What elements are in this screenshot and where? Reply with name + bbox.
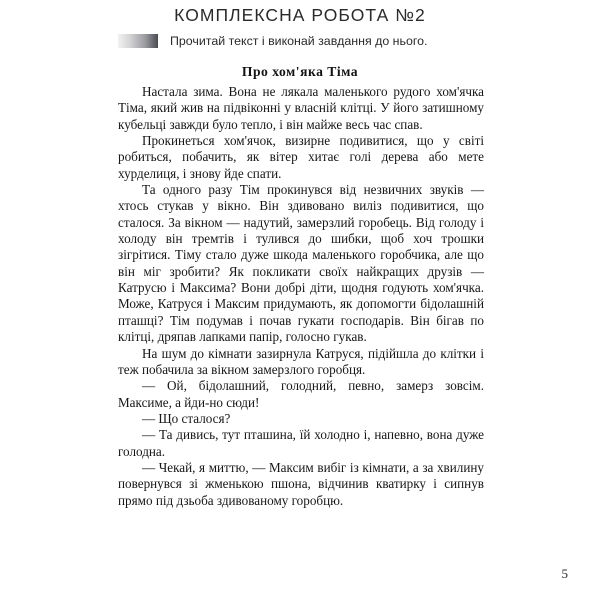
- paragraph: Та одного разу Тім прокинувся від незвичних звуків — хтось стукав у вікно. Він здивовано виліз подивитися, що сталося. За вікном — надутий, замерзлий горобець. Від голоду і холоду він тремтів і тулився до шибки, щоб хоч трошки зігрітися. Тіму стало дуже шкода маленького горобчика, але що він міг зробити? Як покликати своїх найкращих друзів — Катрусю і Максима? Вони добрі діти, щодня годують хом'ячка. Може, Катруся і Максим придумають, як допомогти бідолашній пташці? Тім подумав і почав гукати господарів. Він бігав по клітці, дряпав лапками папір, голосно гукав.: [118, 182, 484, 345]
- paragraph: Прокинеться хом'ячок, визирне подивитися, що у світі робиться, побачить, як вітер хитає голі дерева або мете хурделиця, і знову йде спати.: [118, 133, 484, 181]
- dialogue-line: — Та дивись, тут пташина, їй холодно і, напевно, вона дуже голодна.: [118, 427, 484, 459]
- page-title: КОМПЛЕКСНА РОБОТА №2: [174, 5, 426, 25]
- dialogue-line: — Чекай, я миттю, — Максим вибіг із кімнати, а за хвилину повернувся зі жменькою пшона, відчинив кватирку і сипнув прямо під дзьоба здивованому горобцю.: [118, 459, 484, 508]
- dialogue-line: — Що сталося?: [142, 410, 231, 426]
- story-title: Про хом'яка Тіма: [241, 64, 359, 79]
- page-number: 5: [561, 566, 568, 581]
- gradient-bar-marker-icon: [118, 34, 158, 48]
- paragraph: На шум до кімнати зазирнула Катруся, підійшла до клітки і теж побачила за вікном замерзлого горобця.: [118, 345, 484, 377]
- instruction-row: [0, 34, 600, 48]
- story-body: [118, 84, 484, 509]
- instruction-text: Прочитай текст і виконай завдання до нього.: [170, 34, 428, 48]
- paragraph: Настала зима. Вона не лякала маленького рудого хом'ячка Тіма, який жив на підвіконні у власній клітці. У його затишному кубельці завжди було тепло, і він майже весь час спав.: [118, 84, 484, 132]
- dialogue-line: — Ой, бідолашний, голодний, певно, замерз зовсім. Максиме, а йди-но сюди!: [118, 378, 484, 410]
